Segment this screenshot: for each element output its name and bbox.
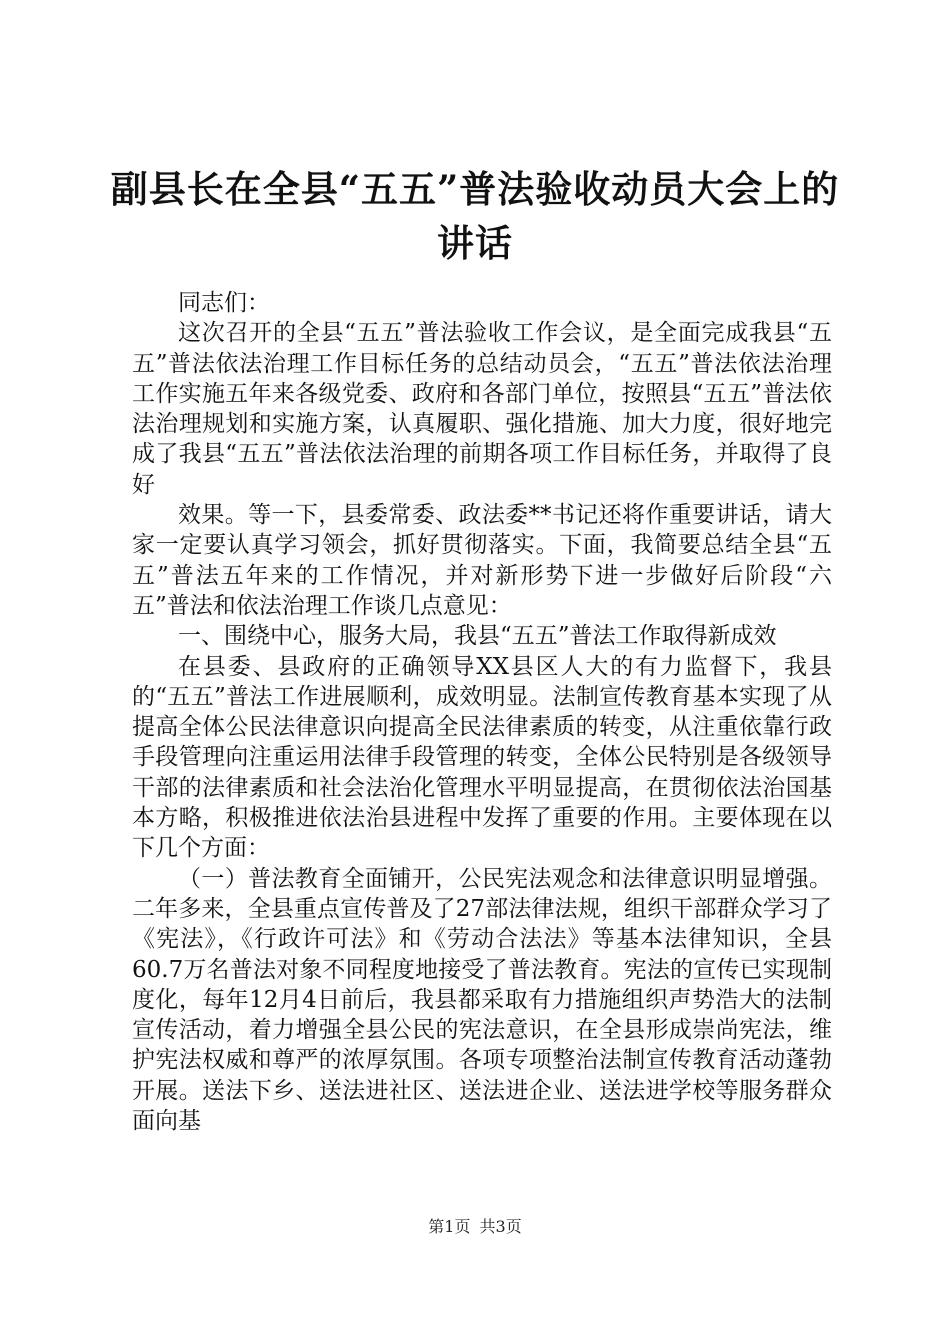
body-paragraph: 在县委、县政府的正确领导XX县区人大的有力监督下，我县的“五五”普法工作进展顺利，成效明显。法制宣传教育基本实现了从提高全体公民法律意识向提高全民法律素质的转变，从注重依靠行政手段管理向注重运用法律手段管理的转变，全体公民特别是各级领导干部的法律素质和社会法治化管理水平明显提高，在贯彻依法治国基本方略，积极推进依法治县进程中发挥了重要的作用。主要体现在以下几个方面：	[132, 653, 832, 862]
body-paragraph: 效果。等一下，县委常委、政法委**书记还将作重要讲话，请大家一定要认真学习领会，抓好贯彻落实。下面，我简要总结全县“五五”普法五年来的工作情况，并对新形势下进一步做好后阶段“六五”普法和依法治理工作谈几点意见：	[132, 502, 832, 619]
document-title-line-1: 副县长在全县“五五”普法验收动员大会上的	[110, 167, 840, 211]
salutation-paragraph: 同志们：	[178, 290, 270, 316]
section-heading: 一、围绕中心，服务大局，我县“五五”普法工作取得新成效	[178, 623, 777, 650]
page-total: 共3页	[479, 1217, 522, 1236]
body-paragraph: （一）普法教育全面铺开，公民宪法观念和法律意识明显增强。二年多来，全县重点宣传普及了27部法律法规，组织干部群众学习了《宪法》，《行政许可法》和《劳动合法法》等基本法律知识，全县60.7万名普法对象不同程度地接受了普法教育。宪法的宣传已实现制度化，每年12月4日前后，我县都采取有力措施组织声势浩大的法制宣传活动，着力增强全县公民的宪法意识，在全县形成崇尚宪法，维护宪法权威和尊严的浓厚氛围。各项专项整治法制宣传教育活动蓬勃开展。送法下乡、送法进社区、送法进企业、送法进学校等服务群众面向基	[132, 865, 832, 1135]
page-number: 第1页	[428, 1217, 471, 1236]
page-footer	[0, 1214, 950, 1237]
body-paragraph: 这次召开的全县“五五”普法验收工作会议，是全面完成我县“五五”普法依法治理工作目标任务的总结动员会，“五五”普法依法治理工作实施五年来各级党委、政府和各部门单位，按照县“五五”普法依法治理规划和实施方案，认真履职、强化措施、加大力度，很好地完成了我县“五五”普法依法治理的前期各项工作目标任务，并取得了良好	[132, 320, 832, 498]
document-title-line-2: 讲话	[437, 221, 513, 265]
document-body	[132, 288, 832, 1136]
